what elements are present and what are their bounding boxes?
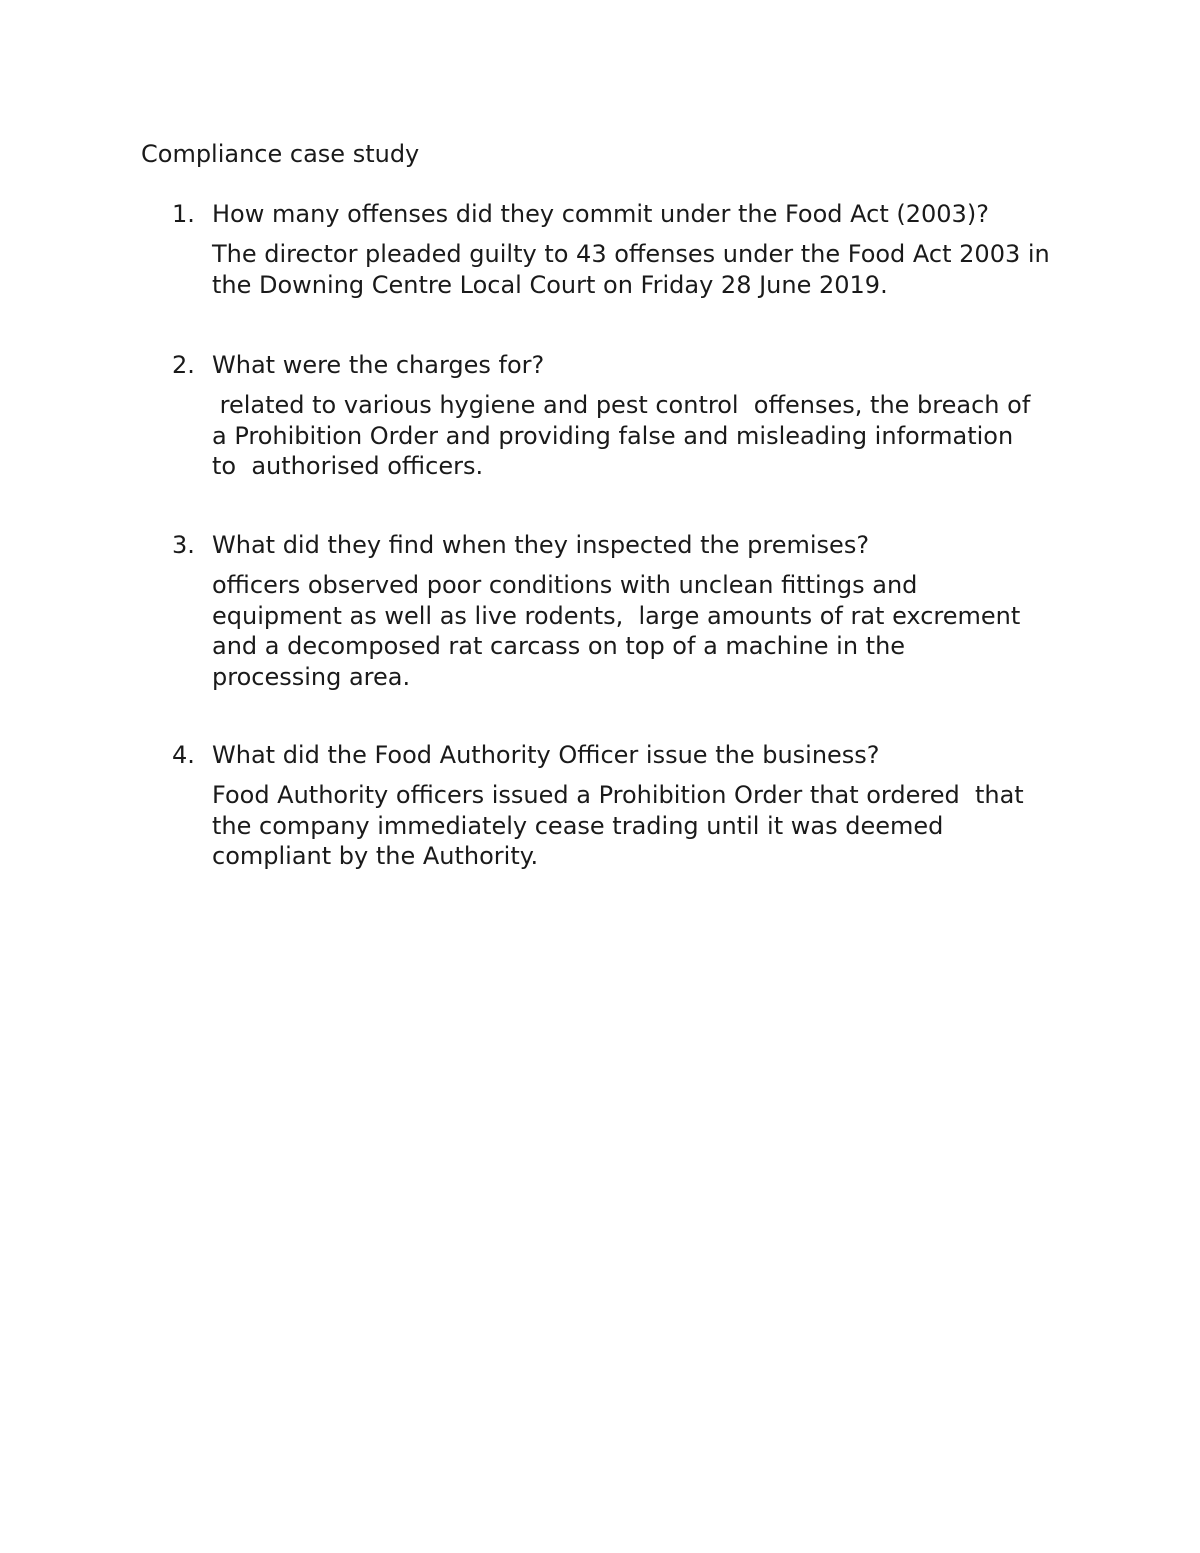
answer-line: officers observed poor conditions with unclean fittings and: [212, 571, 918, 599]
answer-line: the Downing Centre Local Court on Friday 28 June 2019.: [212, 270, 888, 299]
answer-line: a Prohibition Order and providing false and misleading information: [212, 421, 1014, 450]
answer-line: processing area.: [212, 662, 411, 691]
answer-text: [212, 570, 1082, 692]
question-number: 3.: [172, 531, 195, 559]
answer-line: and a decomposed rat carcass on top of a machine in the: [212, 632, 906, 660]
answer-line: The director pleaded guilty to 43 offenses under the Food Act 2003 in: [212, 240, 1050, 268]
question-text: What did the Food Authority Officer issue the business?: [212, 741, 880, 769]
question-text: How many offenses did they commit under the Food Act (2003)?: [212, 200, 989, 228]
answer-text: [212, 239, 1082, 300]
answer-line: equipment as well as live rodents, large amounts of rat excrement: [212, 601, 1021, 630]
question-number: 2.: [172, 351, 195, 379]
answer-line: the company immediately cease trading until it was deemed: [212, 811, 944, 840]
answer-text: [212, 390, 1082, 482]
answer-line: Food Authority officers issued a Prohibition Order that ordered that: [212, 781, 1024, 809]
question-text: What were the charges for?: [212, 351, 545, 379]
question-number: 4.: [172, 741, 195, 769]
answer-text: [212, 780, 1082, 872]
question-text: What did they find when they inspected the premises?: [212, 531, 870, 559]
answer-line: to authorised officers.: [212, 452, 484, 480]
answer-line: related to various hygiene and pest control offenses, the breach of: [212, 391, 1031, 419]
document-title: Compliance case study: [141, 140, 420, 168]
answer-line: compliant by the Authority.: [212, 842, 539, 870]
question-number: 1.: [172, 200, 195, 228]
